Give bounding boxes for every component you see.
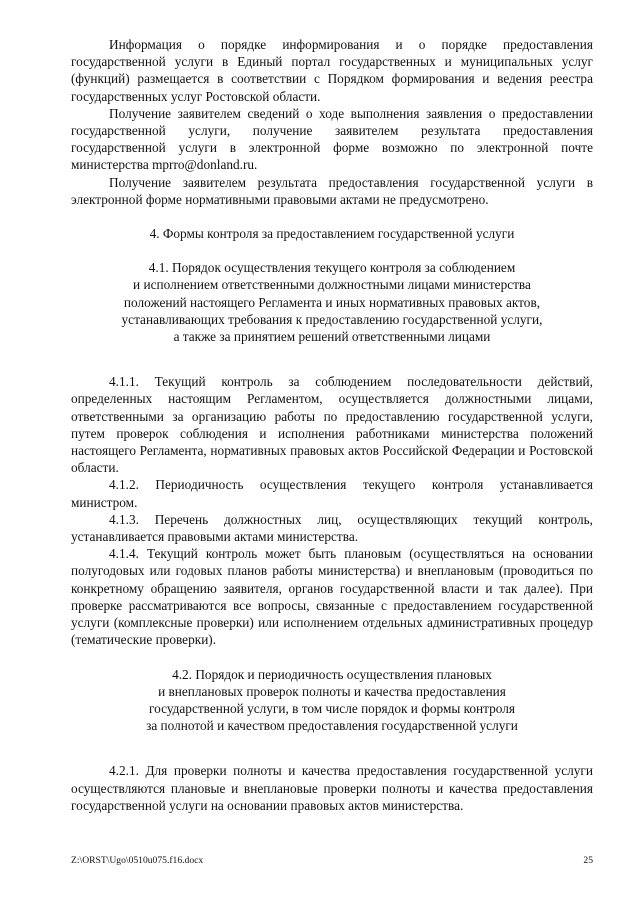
heading-line: и исполнением ответственными должностными лицами министерства bbox=[133, 277, 531, 293]
heading-line: за полнотой и качеством предоставления государственной услуги bbox=[146, 718, 518, 734]
section-heading: 4. Формы контроля за предоставлением государственной услуги bbox=[149, 226, 515, 242]
heading-line: и внеплановых проверок полноты и качества предоставления bbox=[158, 683, 506, 699]
heading-line: положений настоящего Регламента и иных нормативных правовых актов, bbox=[123, 294, 541, 310]
paragraph-4-1-2: 4.1.2. Периодичность осуществления текущего контроля устанавливается министром. bbox=[71, 477, 593, 510]
heading-line: государственной услуги, в том числе порядок и формы контроля bbox=[148, 700, 516, 716]
paragraph-4-2-1: 4.2.1. Для проверки полноты и качества предоставления государственной услуги осуществляются плановые и внеплановые проверки полноты и качества предоставления государственной услуги на основании правовых актов министерства. bbox=[71, 763, 593, 813]
heading-line: а также за принятием решений ответственными лицами bbox=[173, 329, 491, 345]
paragraph-status-email: Получение заявителем сведений о ходе выполнения заявления о предоставлении государственной услуги, получение заявителем результата предоставления государственной услуги в электронной форме возможно по электронной почте министерства mprro@donland.ru. bbox=[71, 105, 593, 173]
paragraph-4-1-3: 4.1.3. Перечень должностных лиц, осуществляющих текущий контроль, устанавливается правовыми актами министерства. bbox=[71, 511, 593, 545]
page-footer bbox=[71, 855, 593, 867]
paragraph-electronic-result: Получение заявителем результата предоставления государственной услуги в электронной форме нормативными правовыми актами не предусмотрено. bbox=[71, 174, 593, 207]
subsection-4-2-heading bbox=[71, 666, 593, 735]
subsection-4-1-heading bbox=[71, 259, 593, 345]
document-page bbox=[71, 36, 593, 814]
footer-file-path: Z:\ORST\Ugo\0510u075.f16.docx bbox=[71, 855, 204, 866]
heading-line: 4.2. Порядок и периодичность осуществления плановых bbox=[172, 666, 492, 682]
page-number: 25 bbox=[583, 855, 593, 866]
heading-line: устанавливающих требования к предоставлению государственной услуги, bbox=[121, 311, 543, 327]
paragraph-4-1-1: 4.1.1. Текущий контроль за соблюдением последовательности действий, определенных настоящим Регламентом, осуществляется должностными лицами, ответственными за организацию работы по предоставлению государственной услуги, путем проверок соблюдения и исполнения работниками министерства положений настоящего Регламента, нормативных правовых актов Российской Федерации и Ростовской области. bbox=[71, 374, 593, 476]
heading-line: 4.1. Порядок осуществления текущего контроля за соблюдением bbox=[148, 260, 516, 276]
paragraph-info-portal: Информация о порядке информирования и о порядке предоставления государственной услуги в Единый портал государственных и муниципальных услуг (функций) размещается в соответствии с Порядком формирования и ведения реестра государственных услуг Ростовской области. bbox=[71, 37, 593, 104]
paragraph-4-1-4: 4.1.4. Текущий контроль может быть плановым (осуществляться на основании полугодовых или годовых планов работы министерства) и внеплановым (проводиться по конкретному обращению заявителя, органов государственной власти и так далее). При проверке рассматриваются все вопросы, связанные с предоставлением государственной услуги (комплексные проверки) или исполнением отдельных административных процедур (тематические проверки). bbox=[71, 546, 593, 648]
